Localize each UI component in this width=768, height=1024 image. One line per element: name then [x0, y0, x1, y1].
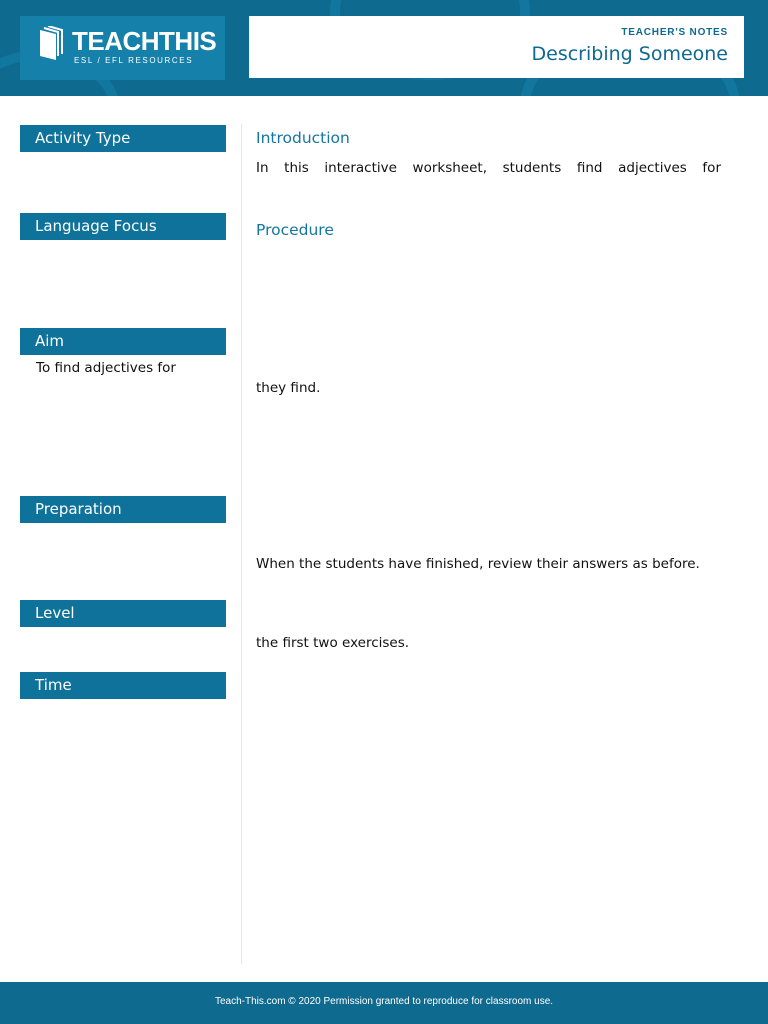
procedure-text: they find.	[256, 380, 321, 396]
teachers-notes-label: TEACHER'S NOTES	[621, 27, 728, 38]
procedure-text: When the students have finished, review their answers as before.	[256, 556, 700, 572]
footer	[0, 982, 768, 1024]
logo[interactable]	[20, 16, 225, 80]
logo-wordmark: TEACHTHIS	[72, 26, 217, 56]
procedure-heading: Procedure	[256, 221, 334, 239]
aim-heading: Aim	[20, 328, 226, 355]
level-heading: Level	[20, 600, 226, 627]
introduction-text: In this interactive worksheet, students find adjectives for	[256, 160, 721, 176]
copyright-text: Teach-This.com © 2020 Permission granted to reproduce for classroom use.	[214, 996, 554, 1007]
page-title: Describing Someone	[531, 43, 728, 65]
time-heading: Time	[20, 672, 226, 699]
activity-type-heading: Activity Type	[20, 125, 226, 152]
introduction-heading: Introduction	[256, 129, 350, 147]
logo-tagline: ESL / EFL RESOURCES	[74, 56, 194, 65]
aim-text: To find adjectives for	[36, 360, 176, 376]
book-icon	[36, 26, 68, 62]
column-divider	[241, 124, 242, 964]
language-focus-heading: Language Focus	[20, 213, 226, 240]
header-banner	[0, 0, 768, 96]
preparation-heading: Preparation	[20, 496, 226, 523]
procedure-text: the first two exercises.	[256, 635, 410, 651]
title-panel	[249, 16, 744, 78]
